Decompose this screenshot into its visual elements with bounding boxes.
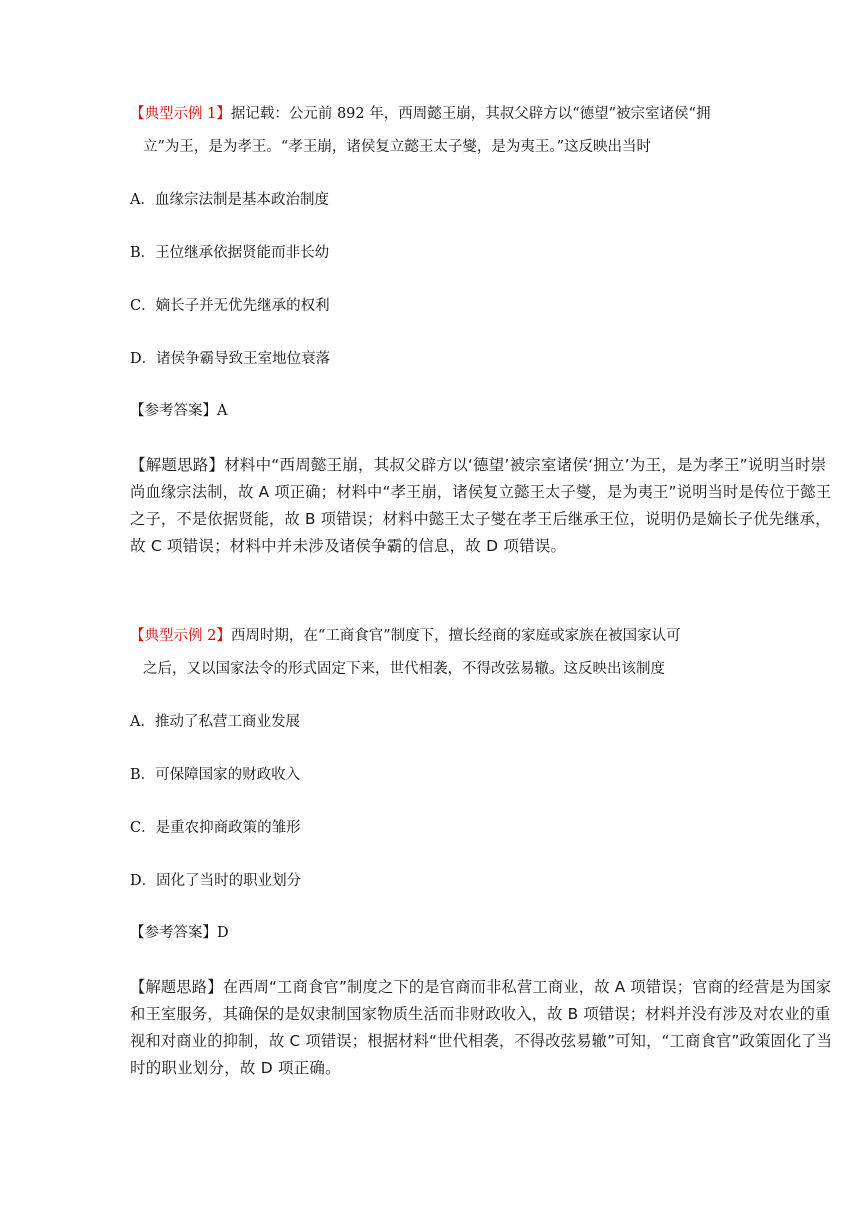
example1-tag: 【典型示例 1】 xyxy=(130,106,231,122)
example2-stem-line2: 之后，又以国家法令的形式固定下来，世代相袭，不得改弦易辙。这反映出该制度 xyxy=(143,661,665,677)
example1-answer: 【参考答案】A xyxy=(130,403,228,419)
example1-stem-line2: 立”为王，是为孝王。“孝王崩，诸侯复立懿王太子燮，是为夷王。”这反映出当时 xyxy=(143,139,651,155)
example1-analysis-line3: 之子，不是依据贤能，故 B 项错误；材料中懿王太子燮在孝王后继承王位，说明仍是嫡长子优先继承， xyxy=(130,510,831,528)
example2-analysis xyxy=(130,974,836,1082)
example1-stem-line1 xyxy=(130,104,710,124)
example1-option-c: C．嫡长子并无优先继承的权利 xyxy=(130,298,330,314)
example2-answer: 【参考答案】D xyxy=(130,925,229,941)
example1-analysis-line1: 材料中“西周懿王崩，其叔父辟方以‘德望’被宗室诸侯‘拥立’为王，是为孝王”说明当时崇 xyxy=(224,456,827,474)
example2-option-a: A．推动了私营工商业发展 xyxy=(130,714,300,730)
example2-analysis-line2: 和王室服务，其确保的是奴隶制国家物质生活而非财政收入，故 B 项错误；材料并没有涉及对农业的重 xyxy=(130,1005,831,1023)
example1-analysis xyxy=(130,452,836,560)
example2-tag: 【典型示例 2】 xyxy=(130,628,231,644)
example2-analysis-line4: 时的职业划分，故 D 项正确。 xyxy=(130,1059,341,1077)
example2-analysis-line3: 视和对商业的抑制，故 C 项错误；根据材料“世代相袭，不得改弦易辙”可知，“工商食官”政策固化了当 xyxy=(130,1032,833,1050)
example1-stem-text1: 据记载：公元前 892 年，西周懿王崩，其叔父辟方以“德望”被宗室诸侯“拥 xyxy=(230,106,711,122)
example1-option-a: A．血缘宗法制是基本政治制度 xyxy=(130,192,329,208)
example2-stem-text1: 西周时期，在“工商食官”制度下，擅长经商的家庭或家族在被国家认可 xyxy=(230,628,681,644)
example2-analysis-line1: 在西周“工商食官”制度之下的是官商而非私营工商业，故 A 项错误；官商的经营是为国家 xyxy=(222,978,832,996)
example2-analysis-tag: 【解题思路】 xyxy=(130,978,223,996)
example2-option-c: C．是重农抑商政策的雏形 xyxy=(130,820,301,836)
example2-stem-line1 xyxy=(130,626,681,646)
example1-analysis-line4: 故 C 项错误；材料中并未涉及诸侯争霸的信息，故 D 项错误。 xyxy=(130,537,567,555)
example1-option-d: D．诸侯争霸导致王室地位衰落 xyxy=(130,351,331,367)
example1-analysis-tag: 【解题思路】 xyxy=(130,456,225,474)
example2-option-b: B．可保障国家的财政收入 xyxy=(130,767,301,783)
example1-analysis-line2: 尚血缘宗法制，故 A 项正确；材料中“孝王崩，诸侯复立懿王太子燮，是为夷王”说明当时是传位于懿王 xyxy=(130,483,832,501)
example2-option-d: D．固化了当时的职业划分 xyxy=(130,873,302,889)
example1-option-b: B．王位继承依据贤能而非长幼 xyxy=(130,245,330,261)
